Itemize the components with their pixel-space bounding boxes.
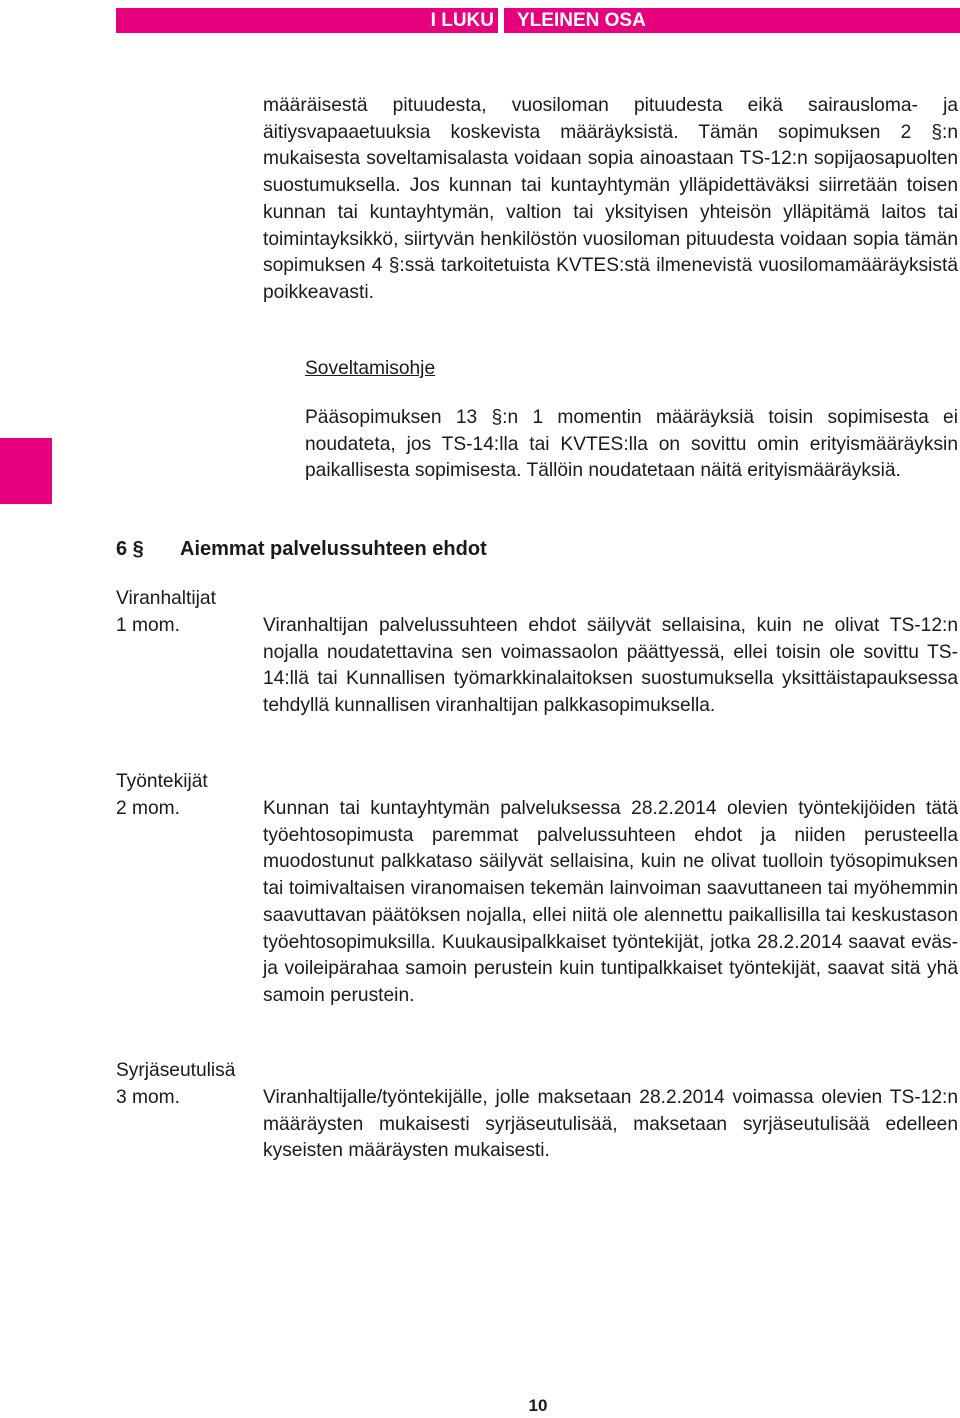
moment-text: Kunnan tai kuntayhtymän palveluksessa 28.2.2014 olevien työntekijöiden tätä työehtosopimusta paremmat palvelussuhteen ehdot ja niiden perusteella muodostunut palkkataso säilyvät sellaisina, kuin ne olivat tuolloin työsopimuksen tai toimivaltaisen viranomaisen tekemän lainvoiman saavuttaneen tai myöhemmin saavuttavan päätöksen nojalla, ellei niitä ole alennettu paikallisilla tai keskustason työehtosopimuksilla. Kuukausipalkkaiset työntekijät, jotka 28.2.2014 saavat eväs- ja voileipärahaa samoin perustein kuin tuntipalkkaiset työntekijät, saavat sitä yhä samoin perustein. [263, 798, 958, 1006]
page-number: 10 [528, 1396, 548, 1415]
intro-paragraph: määräisestä pituudesta, vuosiloman pituudesta eikä sairausloma- ja äitiysvapaaetuuksia koskevista määräyksistä. Tämän sopimuksen 2 §:n mukaisesta soveltamisalasta voidaan sopia ainoastaan TS-12:n sopijaosapuolten suostumuksella. Jos kunnan tai kuntayhtymän ylläpidettäväksi siirretään toisen kunnan tai kuntayhtymän, valtion tai yksityisen yhteisön ylläpitämä laitos tai toimintayksikkö, siirtyvän henkilöstön vuosiloman pituudesta voidaan sopia tämän sopimuksen 4 §:ssä tarkoitetuista KVTES:stä ilmenevistä vuosilomamääräyksistä poikkeavasti. [263, 95, 958, 303]
section-title-text: Aiemmat palvelussuhteen ehdot [180, 538, 487, 560]
header-divider [498, 8, 504, 33]
moment-label: 1 mom. [116, 615, 180, 636]
moment-heading: Työntekijät [116, 771, 208, 792]
moment-text: Viranhaltijalle/työntekijälle, jolle maksetaan 28.2.2014 voimassa olevien TS-12:n määräysten mukaisesti syrjäseutulisää, maksetaan syrjäseutulisää edelleen kyseisten määräysten mukaisesti. [263, 1087, 958, 1162]
moment-heading: Syrjäseutulisä [116, 1060, 236, 1081]
moment-text: Viranhaltijan palvelussuhteen ehdot säilyvät sellaisina, kuin ne olivat TS-12:n nojalla noudatettavina sen voimassaolon päättyessä, ellei toisin ole sovittu TS-14:llä tai Kunnallisen työmarkkinalaitoksen suostumuksella yksittäistapauksessa tehdyllä kunnallisen viranhaltijan palkkasopimuksella. [263, 615, 958, 717]
moment-heading: Viranhaltijat [116, 588, 216, 609]
moment-label: 2 mom. [116, 798, 180, 819]
moment-label: 3 mom. [116, 1087, 180, 1108]
chapter-label: I LUKU [430, 10, 494, 31]
section-label: YLEINEN OSA [517, 10, 646, 31]
section-title [116, 535, 487, 563]
header-bar [116, 8, 960, 33]
section-number: 6 § [116, 538, 144, 560]
instruction-text: Pääsopimuksen 13 §:n 1 momentin määräyksiä toisin sopimisesta ei noudateta, jos TS-14:lla tai KVTES:lla on sovittu omin erityismääräyksin paikallisesta sopimisesta. Tällöin noudatetaan näitä erityismääräyksiä. [305, 407, 958, 482]
instruction-heading: Soveltamisohje [305, 358, 436, 379]
side-tab-marker [0, 438, 52, 504]
